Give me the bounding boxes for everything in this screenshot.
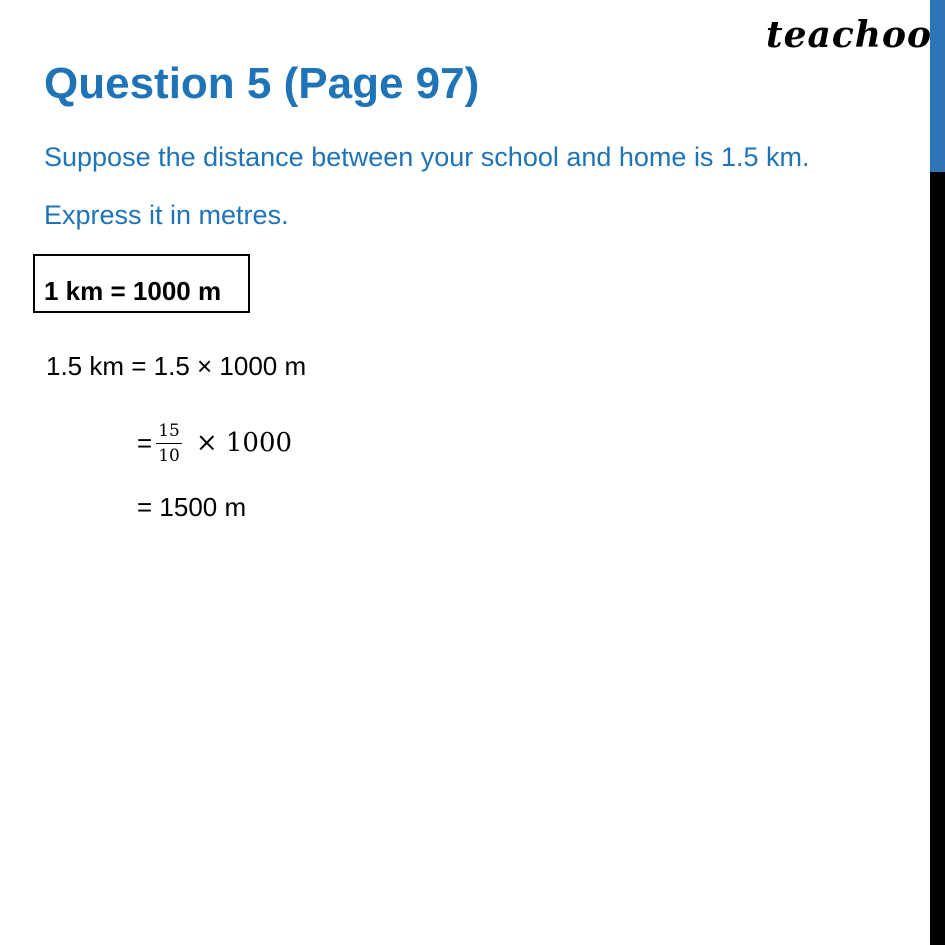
fraction-denominator: 10 — [158, 445, 180, 466]
solution-step-1: 1.5 km = 1.5 × 1000 m — [46, 351, 307, 381]
equals-sign: = — [137, 428, 153, 458]
fraction-numerator: 15 — [156, 421, 182, 444]
side-bar-accent — [930, 0, 945, 172]
formula-text: 1 km = 1000 m — [44, 276, 222, 306]
side-bar — [930, 0, 945, 945]
teachoo-logo: teachoo — [766, 14, 932, 56]
page-title: Question 5 (Page 97) — [44, 59, 480, 108]
multiplier-expression: × 1000 — [195, 428, 293, 458]
fraction — [156, 421, 182, 466]
solution-step-3: = 1500 m — [137, 492, 247, 522]
question-line-1: Suppose the distance between your school and home is 1.5 km. — [44, 142, 810, 172]
solution-step-2 — [137, 413, 292, 473]
question-line-2: Express it in metres. — [44, 200, 289, 230]
